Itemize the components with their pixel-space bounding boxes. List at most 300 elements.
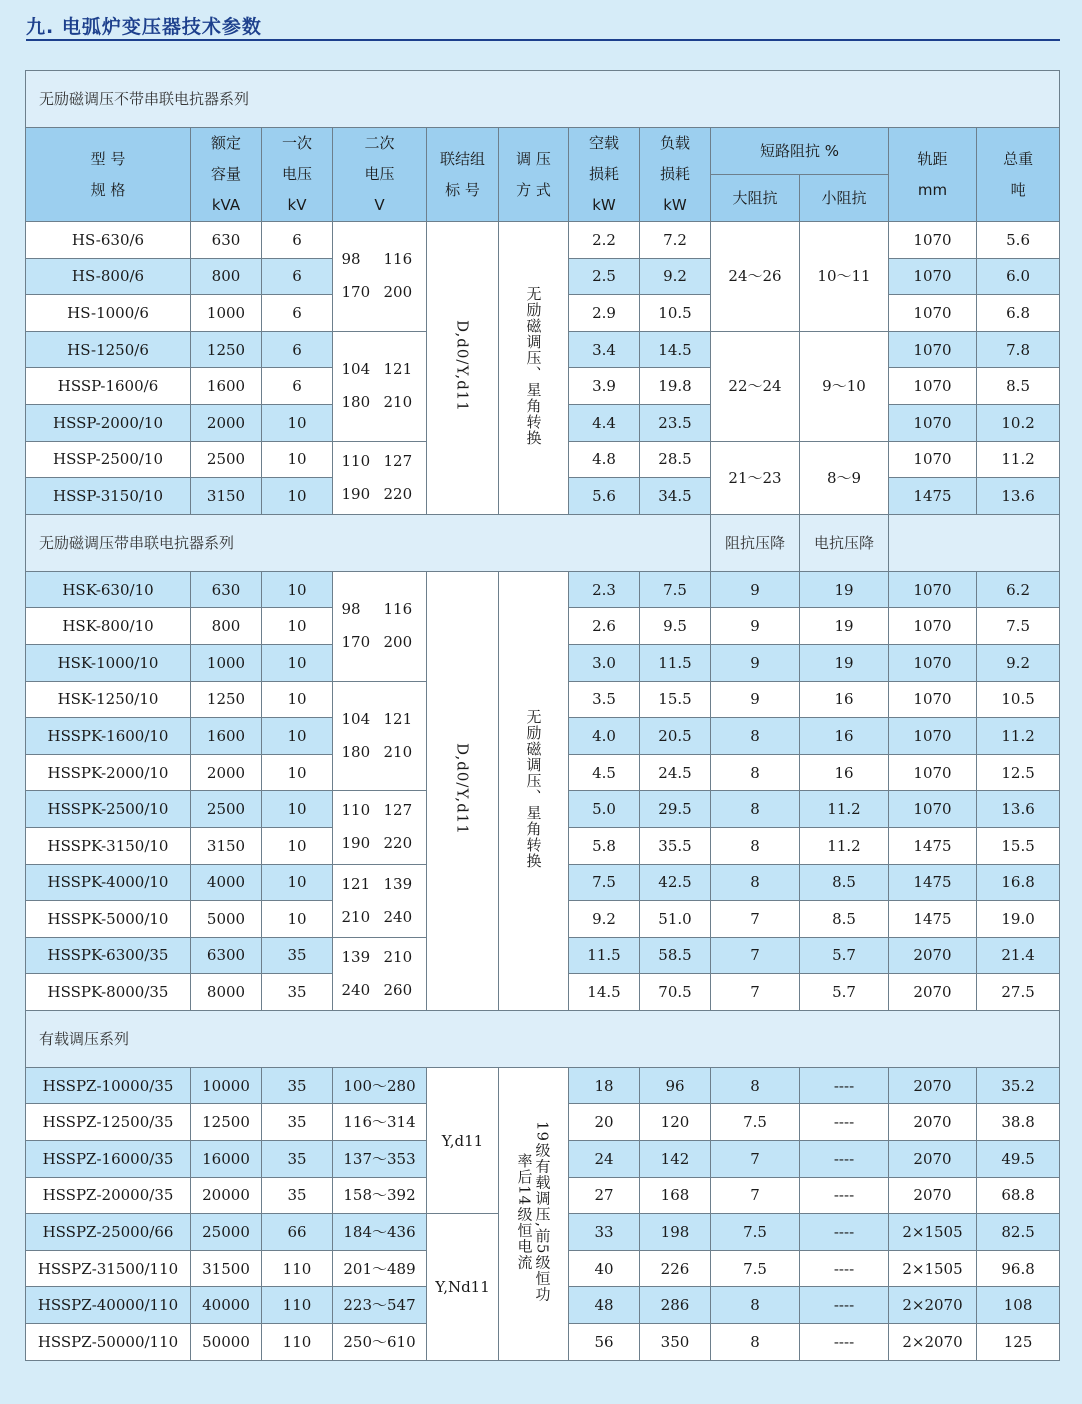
- voltage-value: 200: [383, 633, 413, 652]
- connection-cell: [427, 571, 499, 1010]
- gauge-cell: 1475: [889, 864, 977, 901]
- secondary-voltage-values: [342, 703, 418, 769]
- voltage-value: 210: [341, 907, 371, 926]
- imp-low-cell: 9～10: [800, 331, 889, 441]
- load-loss-cell: 15.5: [640, 681, 711, 718]
- primary-voltage-cell: 6: [262, 331, 333, 368]
- gauge-cell: 2070: [889, 1104, 977, 1141]
- model-cell: HS-1250/6: [26, 331, 191, 368]
- noload-loss-cell: 2.6: [569, 608, 640, 645]
- capacity-cell: 1250: [191, 681, 262, 718]
- voltage-value: 220: [383, 834, 413, 853]
- model-cell: HSSPZ-40000/110: [26, 1287, 191, 1324]
- header-line: kW: [663, 196, 687, 214]
- gauge-cell: 2×2070: [889, 1287, 977, 1324]
- primary-voltage-cell: 110: [262, 1287, 333, 1324]
- title-rule: [26, 39, 1060, 41]
- header-line: kW: [592, 196, 616, 214]
- load-loss-cell: 14.5: [640, 331, 711, 368]
- gauge-cell: 1070: [889, 331, 977, 368]
- imp-high-cell: 7: [711, 1177, 800, 1214]
- primary-voltage-cell: 35: [262, 974, 333, 1011]
- model-cell: HSSP-2500/10: [26, 441, 191, 478]
- voltage-value: 210: [383, 393, 413, 412]
- gauge-cell: 2×1505: [889, 1214, 977, 1251]
- primary-voltage-cell: 110: [262, 1324, 333, 1361]
- model-cell: HSSPZ-10000/35: [26, 1067, 191, 1104]
- capacity-cell: 25000: [191, 1214, 262, 1251]
- voltage-value: 98: [341, 600, 361, 619]
- voltage-value: 127: [383, 801, 413, 820]
- noload-loss-cell: 4.4: [569, 404, 640, 441]
- weight-cell: 5.6: [977, 222, 1060, 259]
- impedance-drop-cell: 8: [711, 754, 800, 791]
- weight-cell: 13.6: [977, 791, 1060, 828]
- section-blank: [889, 514, 1060, 571]
- voltage-value: 116: [383, 250, 413, 269]
- primary-voltage-cell: 35: [262, 1104, 333, 1141]
- impedance-drop-cell: 8: [711, 864, 800, 901]
- connection-text: D,d0/Y,d11: [453, 319, 472, 412]
- connection-text: D,d0/Y,d11: [453, 742, 472, 835]
- regulation-text: 无励磁调压、星角转换: [524, 285, 543, 446]
- weight-cell: 21.4: [977, 937, 1060, 974]
- gauge-cell: 1070: [889, 681, 977, 718]
- load-loss-cell: 42.5: [640, 864, 711, 901]
- impedance-drop-cell: 8: [711, 827, 800, 864]
- reactance-drop-cell: 5.7: [800, 974, 889, 1011]
- imp-high-cell: 24～26: [711, 222, 800, 332]
- load-loss-cell: 7.2: [640, 222, 711, 259]
- capacity-cell: 2000: [191, 404, 262, 441]
- weight-cell: 8.5: [977, 368, 1060, 405]
- secondary-voltage-cell: 201～489: [333, 1250, 427, 1287]
- imp-low-cell: 8～9: [800, 441, 889, 514]
- imp-high-cell: 22～24: [711, 331, 800, 441]
- gauge-cell: 1475: [889, 478, 977, 515]
- model-cell: HSSP-1600/6: [26, 368, 191, 405]
- imp-low-cell: ----: [800, 1287, 889, 1324]
- load-loss-cell: 11.5: [640, 644, 711, 681]
- col-impedance: 短路阻抗 %: [711, 128, 889, 175]
- capacity-cell: 1000: [191, 644, 262, 681]
- weight-cell: 9.2: [977, 644, 1060, 681]
- load-loss-cell: 198: [640, 1214, 711, 1251]
- header-line: 吨: [1010, 180, 1026, 199]
- noload-loss-cell: 56: [569, 1324, 640, 1361]
- primary-voltage-cell: 35: [262, 1177, 333, 1214]
- load-loss-cell: 58.5: [640, 937, 711, 974]
- weight-cell: 16.8: [977, 864, 1060, 901]
- col-gauge: [889, 128, 977, 222]
- noload-loss-cell: 3.9: [569, 368, 640, 405]
- voltage-value: 139: [341, 947, 371, 966]
- reactance-drop-cell: 16: [800, 681, 889, 718]
- primary-voltage-cell: 10: [262, 791, 333, 828]
- secondary-voltage-cell: [333, 791, 427, 864]
- secondary-voltage-values: [342, 353, 418, 419]
- section-title-row: [26, 71, 1060, 128]
- weight-cell: 6.2: [977, 571, 1060, 608]
- gauge-cell: 1070: [889, 791, 977, 828]
- header-row: [26, 128, 1060, 175]
- primary-voltage-cell: 10: [262, 681, 333, 718]
- weight-cell: 11.2: [977, 441, 1060, 478]
- weight-cell: 6.0: [977, 258, 1060, 295]
- impedance-drop-cell: 8: [711, 791, 800, 828]
- impedance-drop-cell: 8: [711, 718, 800, 755]
- capacity-cell: 5000: [191, 901, 262, 938]
- model-cell: HSSPZ-31500/110: [26, 1250, 191, 1287]
- weight-cell: 6.8: [977, 295, 1060, 332]
- capacity-cell: 50000: [191, 1324, 262, 1361]
- voltage-value: 170: [341, 283, 371, 302]
- noload-loss-cell: 3.4: [569, 331, 640, 368]
- noload-loss-cell: 33: [569, 1214, 640, 1251]
- header-line: 电压: [364, 165, 395, 183]
- weight-cell: 68.8: [977, 1177, 1060, 1214]
- header-line: 轨距: [917, 149, 948, 168]
- header-line: 总重: [1003, 149, 1034, 168]
- capacity-cell: 31500: [191, 1250, 262, 1287]
- voltage-value: 190: [341, 834, 371, 853]
- load-loss-cell: 29.5: [640, 791, 711, 828]
- secondary-voltage-cell: [333, 681, 427, 791]
- model-cell: HSSPZ-12500/35: [26, 1104, 191, 1141]
- imp-high-cell: 8: [711, 1324, 800, 1361]
- model-cell: HSSPK-3150/10: [26, 827, 191, 864]
- weight-cell: 108: [977, 1287, 1060, 1324]
- model-cell: HSSP-3150/10: [26, 478, 191, 515]
- load-loss-cell: 20.5: [640, 718, 711, 755]
- secondary-voltage-values: [342, 794, 418, 860]
- table-row: [26, 1067, 1060, 1104]
- model-cell: HSSPZ-16000/35: [26, 1141, 191, 1178]
- model-cell: HSSPK-2000/10: [26, 754, 191, 791]
- header-line: 负载: [659, 134, 690, 152]
- capacity-cell: 40000: [191, 1287, 262, 1324]
- header-line: 规 格: [90, 180, 126, 199]
- header-line: mm: [917, 180, 948, 199]
- voltage-value: 98: [341, 250, 361, 269]
- secondary-voltage-cell: [333, 222, 427, 332]
- noload-loss-cell: 5.8: [569, 827, 640, 864]
- gauge-cell: 2×1505: [889, 1250, 977, 1287]
- col-primary: [262, 128, 333, 222]
- weight-cell: 38.8: [977, 1104, 1060, 1141]
- noload-loss-cell: 2.9: [569, 295, 640, 332]
- header-line: 损耗: [588, 165, 619, 183]
- impedance-drop-cell: 9: [711, 608, 800, 645]
- impedance-drop-cell: 9: [711, 644, 800, 681]
- capacity-cell: 1600: [191, 368, 262, 405]
- primary-voltage-cell: 66: [262, 1214, 333, 1251]
- imp-high-cell: 7: [711, 1141, 800, 1178]
- reactance-drop-cell: 16: [800, 718, 889, 755]
- noload-loss-cell: 9.2: [569, 901, 640, 938]
- weight-cell: 19.0: [977, 901, 1060, 938]
- reactance-drop-cell: 11.2: [800, 791, 889, 828]
- gauge-cell: 2070: [889, 1141, 977, 1178]
- weight-cell: 125: [977, 1324, 1060, 1361]
- noload-loss-cell: 4.0: [569, 718, 640, 755]
- section-title-row: [26, 514, 1060, 571]
- gauge-cell: 1070: [889, 718, 977, 755]
- load-loss-cell: 142: [640, 1141, 711, 1178]
- col-connection: [427, 128, 499, 222]
- gauge-cell: 1070: [889, 222, 977, 259]
- capacity-cell: 16000: [191, 1141, 262, 1178]
- reactance-drop-cell: 16: [800, 754, 889, 791]
- secondary-voltage-cell: [333, 864, 427, 937]
- voltage-value: 139: [383, 874, 413, 893]
- noload-loss-cell: 5.0: [569, 791, 640, 828]
- header-line: 损耗: [659, 165, 690, 183]
- primary-voltage-cell: 10: [262, 864, 333, 901]
- capacity-cell: 1250: [191, 331, 262, 368]
- load-loss-cell: 35.5: [640, 827, 711, 864]
- primary-voltage-cell: 6: [262, 368, 333, 405]
- col-model: [26, 128, 191, 222]
- capacity-cell: 12500: [191, 1104, 262, 1141]
- weight-cell: 49.5: [977, 1141, 1060, 1178]
- model-cell: HSSPZ-25000/66: [26, 1214, 191, 1251]
- capacity-cell: 2000: [191, 754, 262, 791]
- transformer-spec-table: [25, 70, 1060, 1361]
- col-noload: [569, 128, 640, 222]
- model-cell: HS-630/6: [26, 222, 191, 259]
- header-line: 电压: [281, 165, 312, 183]
- voltage-value: 110: [341, 451, 371, 470]
- gauge-cell: 2070: [889, 1177, 977, 1214]
- voltage-value: 127: [383, 451, 413, 470]
- load-loss-cell: 28.5: [640, 441, 711, 478]
- voltage-value: 210: [383, 947, 413, 966]
- primary-voltage-cell: 10: [262, 404, 333, 441]
- primary-voltage-cell: 6: [262, 258, 333, 295]
- secondary-voltage-cell: 137～353: [333, 1141, 427, 1178]
- table-row: [26, 222, 1060, 259]
- weight-cell: 7.5: [977, 608, 1060, 645]
- secondary-voltage-values: [342, 941, 418, 1007]
- col-regulation: [499, 128, 569, 222]
- capacity-cell: 800: [191, 258, 262, 295]
- capacity-cell: 20000: [191, 1177, 262, 1214]
- noload-loss-cell: 4.8: [569, 441, 640, 478]
- header-line: 型 号: [90, 149, 126, 168]
- header-line: 空载: [588, 134, 619, 152]
- impedance-drop-cell: 7: [711, 901, 800, 938]
- reactance-drop-cell: 11.2: [800, 827, 889, 864]
- impedance-drop-cell: 7: [711, 937, 800, 974]
- impedance-drop-cell: 9: [711, 681, 800, 718]
- capacity-cell: 2500: [191, 791, 262, 828]
- primary-voltage-cell: 110: [262, 1250, 333, 1287]
- secondary-voltage-values: [342, 868, 418, 934]
- capacity-cell: 6300: [191, 937, 262, 974]
- gauge-cell: 2070: [889, 937, 977, 974]
- weight-cell: 11.2: [977, 718, 1060, 755]
- load-loss-cell: 286: [640, 1287, 711, 1324]
- voltage-value: 240: [341, 980, 371, 999]
- gauge-cell: 2070: [889, 1067, 977, 1104]
- voltage-value: 121: [383, 360, 413, 379]
- capacity-cell: 800: [191, 608, 262, 645]
- col-imp-low: 小阻抗: [800, 175, 889, 222]
- voltage-value: 121: [383, 709, 413, 728]
- reactance-drop-cell: 19: [800, 644, 889, 681]
- load-loss-cell: 9.2: [640, 258, 711, 295]
- primary-voltage-cell: 10: [262, 901, 333, 938]
- regulation-text: 19级有载调压,前5级恒功率后14级恒电流: [515, 1121, 552, 1303]
- noload-loss-cell: 3.5: [569, 681, 640, 718]
- noload-loss-cell: 3.0: [569, 644, 640, 681]
- imp-low-cell: ----: [800, 1250, 889, 1287]
- voltage-value: 116: [383, 600, 413, 619]
- col-secondary: [333, 128, 427, 222]
- load-loss-cell: 96: [640, 1067, 711, 1104]
- model-cell: HSK-630/10: [26, 571, 191, 608]
- primary-voltage-cell: 10: [262, 644, 333, 681]
- reactance-drop-cell: 19: [800, 608, 889, 645]
- model-cell: HSK-1000/10: [26, 644, 191, 681]
- secondary-voltage-cell: [333, 937, 427, 1010]
- gauge-cell: 1070: [889, 295, 977, 332]
- model-cell: HSSPZ-50000/110: [26, 1324, 191, 1361]
- imp-high-cell: 7.5: [711, 1104, 800, 1141]
- impedance-drop-cell: 7: [711, 974, 800, 1011]
- load-loss-cell: 120: [640, 1104, 711, 1141]
- section-title: 无励磁调压不带串联电抗器系列: [26, 71, 1060, 128]
- primary-voltage-cell: 10: [262, 754, 333, 791]
- model-cell: HSSPK-5000/10: [26, 901, 191, 938]
- imp-high-cell: 7.5: [711, 1250, 800, 1287]
- imp-low-cell: ----: [800, 1104, 889, 1141]
- secondary-voltage-cell: 116～314: [333, 1104, 427, 1141]
- section-title: 无励磁调压带串联电抗器系列: [26, 514, 711, 571]
- imp-low-cell: ----: [800, 1141, 889, 1178]
- model-cell: HS-1000/6: [26, 295, 191, 332]
- load-loss-cell: 51.0: [640, 901, 711, 938]
- reactance-drop-cell: 19: [800, 571, 889, 608]
- load-loss-cell: 10.5: [640, 295, 711, 332]
- model-cell: HSK-800/10: [26, 608, 191, 645]
- voltage-value: 170: [341, 633, 371, 652]
- weight-cell: 15.5: [977, 827, 1060, 864]
- capacity-cell: 10000: [191, 1067, 262, 1104]
- table-row: [26, 571, 1060, 608]
- model-cell: HSSPK-2500/10: [26, 791, 191, 828]
- capacity-cell: 3150: [191, 478, 262, 515]
- reactance-drop-cell: 5.7: [800, 937, 889, 974]
- imp-high-cell: 7.5: [711, 1214, 800, 1251]
- noload-loss-cell: 27: [569, 1177, 640, 1214]
- capacity-cell: 1600: [191, 718, 262, 755]
- header-line: 额定: [210, 134, 241, 152]
- secondary-voltage-cell: [333, 441, 427, 514]
- primary-voltage-cell: 10: [262, 827, 333, 864]
- gauge-cell: 1070: [889, 441, 977, 478]
- primary-voltage-cell: 10: [262, 478, 333, 515]
- imp-low-cell: ----: [800, 1324, 889, 1361]
- primary-voltage-cell: 35: [262, 937, 333, 974]
- header-line: 联结组: [439, 149, 485, 168]
- capacity-cell: 3150: [191, 827, 262, 864]
- secondary-voltage-cell: 184～436: [333, 1214, 427, 1251]
- voltage-value: 190: [341, 484, 371, 503]
- page-title: 九. 电弧炉变压器技术参数: [26, 16, 262, 38]
- secondary-voltage-cell: 158～392: [333, 1177, 427, 1214]
- capacity-cell: 630: [191, 571, 262, 608]
- primary-voltage-cell: 6: [262, 222, 333, 259]
- model-cell: HSSPK-8000/35: [26, 974, 191, 1011]
- noload-loss-cell: 7.5: [569, 864, 640, 901]
- weight-cell: 10.5: [977, 681, 1060, 718]
- header-line: 标 号: [445, 180, 480, 199]
- load-loss-cell: 7.5: [640, 571, 711, 608]
- voltage-value: 210: [383, 742, 413, 761]
- gauge-cell: 1070: [889, 754, 977, 791]
- load-loss-cell: 19.8: [640, 368, 711, 405]
- col-weight: [977, 128, 1060, 222]
- gauge-cell: 1070: [889, 571, 977, 608]
- gauge-cell: 1475: [889, 901, 977, 938]
- regulation-cell: [499, 571, 569, 1010]
- model-cell: HSSPK-1600/10: [26, 718, 191, 755]
- weight-cell: 96.8: [977, 1250, 1060, 1287]
- primary-voltage-cell: 35: [262, 1067, 333, 1104]
- noload-loss-cell: 20: [569, 1104, 640, 1141]
- primary-voltage-cell: 10: [262, 608, 333, 645]
- weight-cell: 35.2: [977, 1067, 1060, 1104]
- weight-cell: 12.5: [977, 754, 1060, 791]
- primary-voltage-cell: 10: [262, 441, 333, 478]
- secondary-voltage-cell: [333, 571, 427, 681]
- imp-high-cell: 8: [711, 1287, 800, 1324]
- gauge-cell: 1070: [889, 608, 977, 645]
- load-loss-cell: 226: [640, 1250, 711, 1287]
- header-line: 调 压: [516, 149, 551, 168]
- voltage-value: 240: [383, 907, 413, 926]
- connection-cell: Y,Nd11: [427, 1214, 499, 1360]
- capacity-cell: 1000: [191, 295, 262, 332]
- imp-low-cell: 10～11: [800, 222, 889, 332]
- regulation-cell: [499, 222, 569, 515]
- connection-cell: Y,d11: [427, 1067, 499, 1213]
- noload-loss-cell: 4.5: [569, 754, 640, 791]
- capacity-cell: 4000: [191, 864, 262, 901]
- noload-loss-cell: 24: [569, 1141, 640, 1178]
- voltage-value: 260: [383, 980, 413, 999]
- gauge-cell: 1070: [889, 404, 977, 441]
- col-load: [640, 128, 711, 222]
- voltage-value: 220: [383, 484, 413, 503]
- secondary-voltage-cell: 250～610: [333, 1324, 427, 1361]
- load-loss-cell: 70.5: [640, 974, 711, 1011]
- section-title-row: [26, 1010, 1060, 1067]
- weight-cell: 82.5: [977, 1214, 1060, 1251]
- imp-high-cell: 8: [711, 1067, 800, 1104]
- imp-low-cell: ----: [800, 1177, 889, 1214]
- voltage-value: 121: [341, 874, 371, 893]
- load-loss-cell: 34.5: [640, 478, 711, 515]
- noload-loss-cell: 2.2: [569, 222, 640, 259]
- load-loss-cell: 350: [640, 1324, 711, 1361]
- header-line: 方 式: [516, 180, 551, 199]
- secondary-voltage-values: [342, 243, 418, 309]
- impedance-drop-cell: 9: [711, 571, 800, 608]
- model-cell: HSSPZ-20000/35: [26, 1177, 191, 1214]
